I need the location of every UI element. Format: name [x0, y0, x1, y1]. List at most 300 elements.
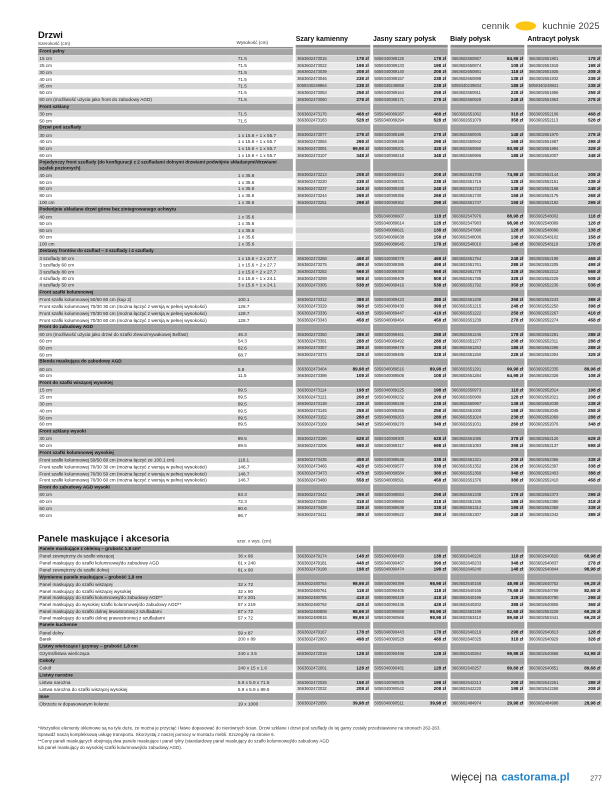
price-text: 278 zł	[510, 317, 524, 323]
price-cell	[450, 282, 524, 289]
price-cell	[373, 103, 447, 111]
price-text: 108 zł	[510, 63, 524, 69]
sku-text: 3663602651792	[451, 283, 482, 288]
sku-text: 3663602548096	[528, 228, 559, 233]
row-label: Panel maskujący do szafki wiszącej wysokiej	[38, 588, 231, 595]
price-text: 99,98 zł	[506, 366, 524, 372]
row-label: Front szafki kolumnowej 70/30 50 cm (można łączyć z wersją w pełnej wysokości)	[38, 471, 231, 478]
sku-text: 3663602473398	[297, 373, 327, 379]
sku-text: 3663602650867	[451, 56, 482, 62]
row-size: 1 x 35.6	[231, 234, 293, 241]
price-text: 458 zł	[433, 477, 447, 483]
sku-text: 3663602652021	[528, 394, 559, 400]
price-text: 288 zł	[587, 680, 601, 686]
price-text: 138 zł	[510, 234, 524, 240]
price-cell	[450, 97, 524, 104]
price-cell	[373, 643, 447, 651]
price-text: 118 zł	[433, 588, 447, 594]
price-text: 388 zł	[356, 297, 369, 303]
price-cell	[450, 338, 524, 345]
sku-text: 3663602473442	[297, 492, 327, 498]
price-cell	[296, 401, 370, 408]
price-text: 69,28 zł	[584, 609, 601, 614]
price-cell	[296, 477, 370, 484]
sku-text: 3663602652281	[528, 332, 559, 338]
sku-text: 3663602484974	[451, 701, 482, 707]
price-text: 39,98 zł	[352, 701, 369, 707]
price-cell	[296, 83, 370, 90]
price-cell	[527, 69, 601, 76]
price-cell	[296, 567, 370, 574]
price-cell	[450, 588, 524, 595]
row-label: 80 cm	[38, 234, 231, 241]
row-size: 1 x 35.6	[231, 199, 293, 206]
price-text: 288 zł	[587, 332, 601, 338]
sku-text: 3663602651369	[451, 471, 482, 477]
price-cell	[450, 152, 524, 159]
price-text: 238 zł	[587, 179, 601, 185]
table-row	[38, 701, 602, 708]
price-text: 208 zł	[356, 687, 369, 692]
price-text: 468 zł	[433, 111, 447, 117]
sku-text: 3663602652342	[528, 512, 559, 518]
price-text: 288 zł	[433, 345, 447, 351]
row-size: 1 x 35.6	[231, 227, 293, 234]
table-row	[38, 97, 602, 104]
price-cell	[373, 139, 447, 146]
price-text: 128 zł	[433, 651, 447, 657]
sku-text: 3663602473428	[297, 505, 327, 511]
sku-text: 5059340090443	[374, 630, 404, 636]
price-text: 238 zł	[510, 415, 524, 421]
price-text: 328 zł	[510, 269, 524, 275]
price-cell	[450, 464, 524, 471]
row-size: 3 x 15.6 + 1 x 24.1	[231, 276, 293, 283]
section-header-row	[38, 622, 602, 630]
price-text: 398 zł	[433, 304, 447, 310]
price-cell	[450, 622, 524, 630]
sku-text: 3663602650874	[451, 63, 482, 69]
row-size: 1 x 15.6 + 1 x 55.7	[231, 152, 293, 159]
price-text: 388 zł	[433, 471, 447, 477]
sku-text: 3663602651747	[451, 200, 482, 205]
sku-text: 5059340249858	[374, 83, 404, 89]
price-cell	[450, 90, 524, 97]
section-header-row	[38, 693, 602, 701]
price-text: 458 zł	[587, 317, 601, 323]
price-cell	[450, 560, 524, 567]
sku-text: 3663602473350	[297, 332, 327, 338]
table-row	[38, 373, 602, 380]
row-label: 60 cm	[38, 352, 231, 359]
price-cell	[296, 595, 370, 602]
section-title: Blenda maskująca do zabudowy AGD	[38, 359, 293, 367]
castorama-link[interactable]: castorama.pl	[501, 771, 570, 784]
sku-text: 3663602651925	[528, 70, 559, 75]
price-cell	[527, 48, 601, 56]
price-cell	[296, 464, 370, 471]
sku-text: 3663602640158	[451, 581, 482, 587]
price-text: 238 zł	[587, 76, 601, 82]
price-cell	[527, 602, 601, 609]
price-cell	[373, 332, 447, 339]
section-title: Zestawy frontów do szuflad – 3 szuflady i 4 szuflady	[38, 248, 293, 256]
sku-text: 3663602473114	[297, 388, 327, 394]
row-label: Panel maskujący do szafki kolumnowej/do zabudowy AGD**	[38, 595, 231, 602]
price-cell	[373, 401, 447, 408]
table-row	[38, 310, 602, 317]
price-cell	[450, 567, 524, 574]
row-size: 63.3	[231, 492, 293, 499]
sku-text: 3663602651956	[528, 90, 559, 96]
price-text: 468 zł	[587, 256, 601, 261]
price-cell	[373, 345, 447, 352]
table-row	[38, 505, 602, 512]
price-text: 328 zł	[356, 352, 369, 358]
price-cell	[527, 373, 601, 380]
price-text: 118 zł	[511, 388, 524, 394]
sku-text: 3663602473466	[297, 464, 327, 470]
price-text: 138 zł	[510, 76, 524, 82]
row-label: 3 szuflady 50 cm	[38, 255, 231, 262]
price-cell	[373, 651, 447, 658]
price-cell	[527, 352, 601, 359]
price-cell	[527, 139, 601, 146]
price-text: 298 zł	[356, 200, 369, 205]
sku-text: 3663602650898	[451, 76, 482, 82]
price-cell	[527, 394, 601, 401]
price-cell	[527, 56, 601, 63]
sku-text: 3663602651284	[451, 373, 482, 379]
table-row	[38, 436, 602, 443]
sku-text: 5059340089560	[374, 499, 404, 505]
row-size: 1 x 15.6 + 1 x 55.7	[231, 132, 293, 139]
table-row	[38, 90, 602, 97]
section-title: Front do szafki wiszącej wysokiej	[38, 380, 293, 388]
width-column-label: Szerokość (cm)	[38, 41, 71, 47]
sku-text: 3663602651901	[528, 56, 559, 62]
row-size: 1 x 15.6 + 2 x 27.7	[231, 255, 293, 262]
sku-text: 3663602553229	[528, 609, 559, 614]
price-cell	[450, 103, 524, 111]
sku-text: 3663602640240	[451, 567, 482, 573]
price-cell	[450, 428, 524, 436]
price-text: 398 zł	[587, 304, 601, 310]
table-row	[38, 214, 602, 221]
sku-text: 3663602473299	[297, 276, 327, 282]
price-cell	[450, 332, 524, 339]
price-text: 82,68 zł	[506, 609, 524, 614]
price-cell	[373, 221, 447, 228]
sku-text: 3663602650935	[451, 132, 482, 138]
row-label: Front szafki kolumnowej 70/30 60 cm (można łączyć z wersją w pełnej wysokości)	[38, 317, 231, 324]
price-text: 318 zł	[510, 111, 524, 117]
price-cell	[296, 560, 370, 567]
price-text: 248 zł	[510, 256, 524, 261]
sku-text: 3663602642220	[451, 687, 482, 692]
sku-text: 5059340089639	[374, 505, 404, 511]
price-cell	[450, 214, 524, 221]
price-cell	[296, 658, 370, 666]
price-cell	[450, 310, 524, 317]
price-cell	[450, 686, 524, 693]
price-cell	[527, 693, 601, 701]
row-size: 146.7	[231, 471, 293, 478]
price-text: 198 zł	[433, 388, 447, 394]
section-header-row	[38, 484, 602, 492]
sku-text: 3663602652298	[528, 345, 559, 351]
sku-text: 5059340249841	[528, 83, 559, 89]
sku-text: 3663602480785	[297, 595, 327, 601]
price-text: 208 zł	[356, 70, 369, 75]
price-text: 188 zł	[510, 499, 524, 505]
price-text: 418 zł	[587, 311, 601, 316]
table-title-drzwi: Drzwi	[38, 29, 63, 41]
price-text: 698 zł	[587, 443, 601, 449]
price-cell	[450, 471, 524, 478]
price-text: 328 zł	[433, 146, 447, 152]
price-cell	[373, 464, 447, 471]
row-size: 146.7	[231, 464, 293, 471]
row-label: Front szafki kolumnowej 50/50 60 cm (można łączyć ze 100.1 cm)	[38, 457, 231, 464]
price-cell	[296, 359, 370, 367]
price-cell	[450, 111, 524, 118]
row-label: 60 cm	[38, 373, 231, 380]
price-text: 288 zł	[510, 262, 524, 268]
sku-text: 3663602473282	[297, 269, 327, 275]
price-text: 89,68 zł	[506, 615, 524, 621]
table-row	[38, 262, 602, 269]
sku-text: 5059340089386	[374, 262, 404, 268]
row-label: Cokół	[38, 665, 231, 672]
price-cell	[296, 602, 370, 609]
sku-text: 3663602650942	[451, 139, 482, 145]
price-text: 29,98 zł	[506, 701, 524, 707]
price-cell	[373, 428, 447, 436]
price-text: 288 zł	[356, 332, 369, 338]
row-label: 60 cm	[38, 345, 231, 352]
row-label: 60 cm (możliwość użycia jako front do zabudowy AGD)	[38, 97, 231, 104]
table-row	[38, 83, 602, 90]
price-text: 298 zł	[587, 200, 601, 205]
price-text: 248 zł	[433, 186, 447, 192]
row-label: 4 szuflady 50 cm	[38, 282, 231, 289]
price-cell	[373, 492, 447, 499]
row-label: 30 cm	[38, 69, 231, 76]
price-cell	[527, 199, 601, 206]
price-text: 288 zł	[587, 339, 601, 344]
row-size: 86.7	[231, 512, 293, 519]
sku-text: 3663602652267	[528, 311, 559, 316]
row-label: 30 cm	[38, 111, 231, 118]
sku-text: 3663602651239	[451, 317, 482, 323]
table-row	[38, 338, 602, 345]
price-text: 388 zł	[587, 512, 601, 518]
row-size: 57 x 72	[231, 615, 293, 622]
price-cell	[296, 581, 370, 588]
section-header-row	[38, 159, 602, 172]
price-cell	[373, 248, 447, 256]
row-size: 57 x 201	[231, 595, 293, 602]
price-cell	[450, 179, 524, 186]
price-cell	[450, 477, 524, 484]
sku-text: 3663602651253	[451, 345, 482, 351]
price-cell	[527, 297, 601, 304]
price-text: 328 zł	[510, 276, 524, 282]
price-cell	[450, 269, 524, 276]
price-text: 228 zł	[510, 90, 524, 96]
price-text: 388 zł	[356, 512, 369, 518]
price-cell	[527, 282, 601, 289]
price-cell	[527, 317, 601, 324]
sku-text: 5059340089300	[374, 436, 404, 442]
sku-text: 3663602473053	[297, 90, 327, 96]
price-cell	[296, 436, 370, 443]
row-size: 89.5	[231, 415, 293, 422]
sku-text: 3663602640868	[528, 651, 559, 657]
sku-text: 3663602473039	[297, 70, 327, 75]
sku-text: 3663602651785	[451, 276, 482, 282]
sku-text: 3663602651754	[451, 256, 482, 261]
footnotes	[38, 726, 591, 751]
row-size: 128.7	[231, 317, 293, 324]
price-cell	[527, 332, 601, 339]
price-text: 28,98 zł	[584, 701, 601, 707]
sku-text: 5059340249964	[297, 83, 327, 89]
price-cell	[373, 317, 447, 324]
price-text: 128 zł	[587, 221, 601, 227]
sku-text: 3663602651963	[528, 97, 559, 102]
drzwi-table-header	[38, 30, 602, 47]
price-cell	[373, 338, 447, 345]
row-size: 89.5	[231, 401, 293, 408]
brand-header-cennik: cennik	[481, 20, 510, 32]
price-cell	[373, 97, 447, 104]
price-text: 98,98 zł	[429, 609, 447, 614]
price-text: 498 zł	[356, 637, 369, 642]
price-cell	[450, 227, 524, 234]
row-label: 40 cm	[38, 408, 231, 415]
price-cell	[373, 421, 447, 428]
price-cell	[296, 199, 370, 206]
price-text: 198 zł	[510, 687, 524, 692]
price-cell	[373, 484, 447, 492]
row-label: Panel dolny	[38, 630, 231, 637]
sku-text: 3663602640202	[451, 602, 482, 608]
price-cell	[450, 248, 524, 256]
row-label: 50 cm	[38, 415, 231, 422]
sku-text: 5059340090467	[374, 560, 404, 566]
row-size: 71.5	[231, 76, 293, 83]
price-text: 288 zł	[433, 415, 447, 421]
price-cell	[450, 69, 524, 76]
sku-text: 3663602473343	[297, 317, 327, 323]
price-cell	[296, 97, 370, 104]
price-text: 158 zł	[510, 200, 524, 205]
price-cell	[373, 234, 447, 241]
sku-text: 3663602548102	[528, 234, 559, 240]
price-cell	[450, 276, 524, 283]
section-title: Front szafki kolumnowej wysokiej	[38, 449, 293, 457]
section-header-row	[38, 643, 602, 651]
sku-text: 3663602473268	[297, 256, 327, 261]
price-cell	[527, 588, 601, 595]
row-label: 40 cm	[38, 76, 231, 83]
row-label: 30 cm	[38, 436, 231, 443]
sku-text: 3663602480761	[297, 588, 327, 594]
price-cell	[296, 499, 370, 506]
price-text: 278 zł	[433, 132, 447, 138]
sku-text: 3663602652144	[528, 172, 559, 178]
sku-text: 5059340089423	[374, 297, 404, 303]
price-cell	[450, 56, 524, 63]
price-cell	[373, 282, 447, 289]
row-size: 89.5	[231, 443, 293, 450]
sku-text: 3663602473305	[297, 283, 327, 288]
price-cell	[373, 394, 447, 401]
price-text: 398 zł	[433, 560, 447, 566]
sku-text: 3663602651314	[451, 505, 482, 511]
price-cell	[450, 193, 524, 200]
price-cell	[373, 83, 447, 90]
sku-text: 3663602473091	[297, 146, 327, 152]
price-cell	[296, 103, 370, 111]
price-text: 158 zł	[433, 234, 447, 240]
price-text: 238 zł	[356, 401, 369, 407]
price-cell	[527, 428, 601, 436]
price-cell	[527, 574, 601, 582]
price-text: 48,98 zł	[506, 581, 524, 587]
sku-text: 3663602640790	[528, 595, 559, 601]
price-cell	[527, 125, 601, 133]
sku-text: 5059340089379	[374, 256, 404, 261]
price-cell	[450, 643, 524, 651]
price-cell	[296, 241, 370, 248]
price-text: 198 zł	[510, 505, 524, 511]
section-title: Listwy wieńczące i gzymsy – grubość 1,8 cm	[38, 643, 293, 651]
price-text: 288 zł	[356, 345, 369, 351]
price-text: 348 zł	[356, 153, 369, 158]
sku-text: 5059340090511	[374, 701, 404, 707]
price-text: 388 zł	[510, 602, 524, 608]
price-cell	[527, 415, 601, 422]
sku-text: 3663602652045	[528, 408, 559, 414]
section-header-row	[38, 428, 602, 436]
sku-text: 5059340089201	[374, 146, 404, 152]
price-cell	[527, 111, 601, 118]
price-cell	[450, 352, 524, 359]
price-cell	[527, 118, 601, 125]
price-cell	[296, 206, 370, 214]
table-row	[38, 69, 602, 76]
price-text: 99,98 zł	[506, 651, 524, 657]
table-row	[38, 588, 602, 595]
sku-text: 3663602650966	[451, 153, 482, 158]
row-size: 72.3	[231, 499, 293, 506]
row-label: 50 cm	[38, 118, 231, 125]
price-cell	[450, 505, 524, 512]
price-cell	[450, 234, 524, 241]
section-header-row	[38, 546, 602, 554]
price-cell	[527, 436, 601, 443]
price-text: 98,98 zł	[429, 581, 447, 587]
price-cell	[373, 449, 447, 457]
price-cell	[296, 428, 370, 436]
finish-column-header-bialy: Biały połysk	[450, 36, 524, 47]
price-cell	[527, 132, 601, 139]
table-row	[38, 366, 602, 373]
price-text: 128 zł	[433, 665, 447, 671]
